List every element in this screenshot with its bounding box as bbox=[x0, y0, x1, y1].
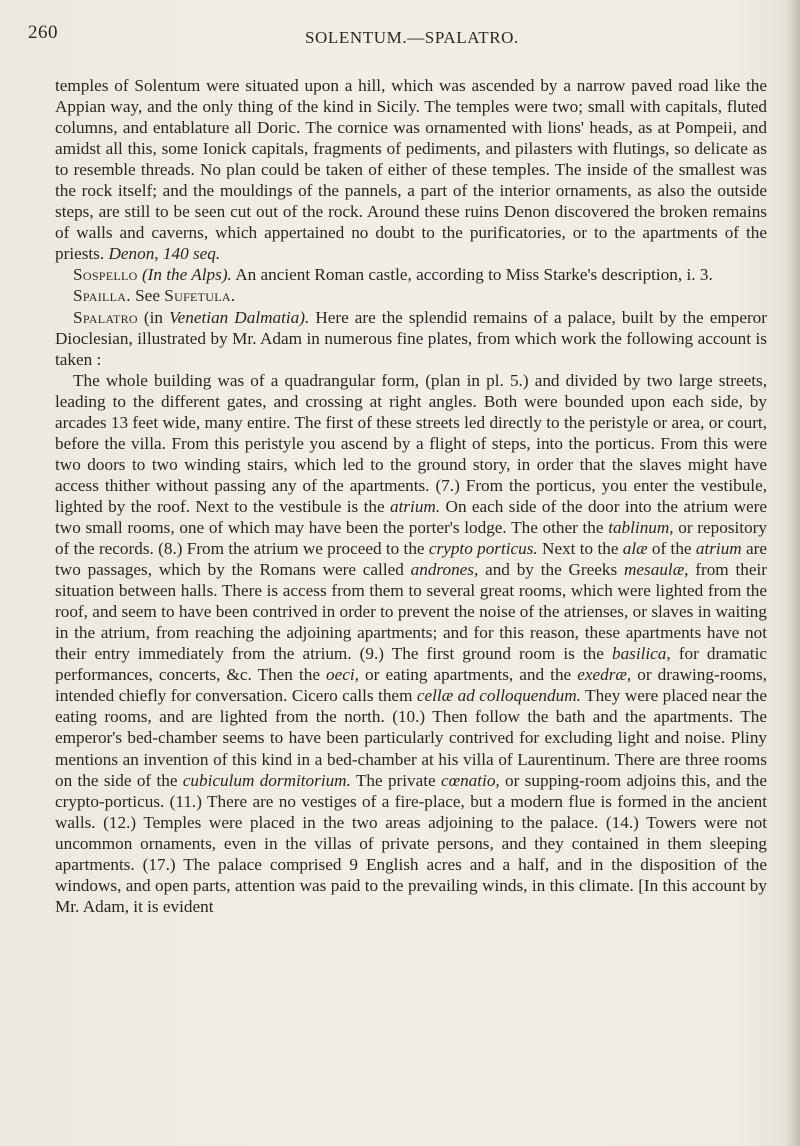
paragraph-text: or eating apartments, and the bbox=[358, 665, 578, 685]
term: oeci, bbox=[326, 665, 359, 685]
term: cœnatio, bbox=[441, 770, 500, 790]
term: cellæ ad colloquendum. bbox=[416, 686, 581, 706]
citation-page: 140 seq. bbox=[162, 244, 221, 264]
term: alæ bbox=[622, 539, 648, 559]
page-edge-shadow bbox=[786, 0, 800, 1146]
entry-headword: Sospello bbox=[73, 265, 138, 285]
entry-text: (in bbox=[137, 307, 170, 327]
entry-text: See bbox=[130, 286, 165, 306]
entry-sospello bbox=[55, 264, 767, 285]
entry-cross-reference: Sufetula. bbox=[164, 286, 236, 306]
entry-place: Venetian Dalmatia). bbox=[169, 307, 310, 327]
paragraph-palace-description bbox=[55, 370, 767, 917]
term: andrones, bbox=[410, 560, 479, 580]
paragraph-text: They were placed near the eating rooms, and are lighted from the north. (10.) Then follow the bath and the apartments. The emperor's bed-chamber seems to have been particularly contrived for excluding light and noise. Pliny mentions an invention of this kind in a bed-chamber at his villa of Laurentinum. There are three rooms on the side of the bbox=[55, 686, 768, 790]
paragraph-text: Next to the bbox=[537, 539, 623, 559]
entry-spalatro bbox=[55, 307, 767, 370]
paragraph-text: temples of Solentum were situated upon a hill, which was ascended by a narrow paved road like the Appian way, and the only thing of the kind in Sicily. The temples were two; small with capitals, fluted columns, and entablature all Doric. The cornice was ornamented with lions' heads, as at Pompeii, and amidst all this, some Ionick capitals, fragments of pediments, and pilasters with flutings, so delicate as to resemble threads. No plan could be taken of either of these temples. The inside of the smallest was the rock itself; and the mouldings of the pannels, a part of the interior ornaments, as also the outside steps, are still to be seen cut out of the rock. Around these ruins Denon discovered the broken remains of walls and caverns, which appertained no doubt to the purificatories, or to the apartments of the priests. bbox=[55, 76, 767, 264]
paragraph-text: or drawing-rooms, intended chiefly for conversation. Cicero calls them bbox=[55, 665, 767, 706]
entry-text: An ancient Roman castle, according to Miss Starke's description, i. 3. bbox=[231, 265, 713, 285]
page-number: 260 bbox=[28, 22, 58, 43]
term: tablinum, bbox=[608, 517, 674, 537]
term: exedræ, bbox=[577, 665, 632, 685]
paragraph-text: On each side of the door into the atrium were two small rooms, one of which may have been the porter's lodge. The other the bbox=[55, 496, 767, 537]
paragraph-text: and by the Greeks bbox=[478, 560, 624, 580]
term: mesaulæ, bbox=[624, 560, 689, 580]
term: crypto porticus. bbox=[428, 539, 538, 559]
entry-headword: Spailla. bbox=[73, 286, 131, 306]
body-text bbox=[55, 75, 767, 917]
paragraph-text: or repository of the records. (8.) From the atrium we proceed to the bbox=[55, 517, 767, 559]
term: atrium bbox=[695, 539, 742, 559]
paragraph-text: of the bbox=[647, 539, 696, 559]
citation: Denon, bbox=[108, 244, 159, 264]
paragraph-text: The whole building was of a quadrangular form, (plan in pl. 5.) and divided by two large streets, leading to the different gates, and crossing at right angles. Both were bounded upon each side, by arcades 13 feet wide, many entire. The first of these streets led directly to the peristyle or area, or court, before the villa. From this peristyle you ascend by a flight of steps, into the porticus. From this were two doors to two winding stairs, which led to the ground story, in order that the slaves might have access thither without passing any of the apartments. (7.) From the porticus, you enter the vestibule, lighted by the roof. Next to the vestibule is the bbox=[55, 370, 767, 516]
entry-text: Here are the splendid remains of a palace, built by the emperor Dioclesian, illustrated by Mr. Adam in numerous fine plates, from which work the following account is taken : bbox=[55, 307, 767, 369]
term: cubiculum dormitorium. bbox=[182, 770, 351, 790]
entry-headword: Spalatro bbox=[73, 307, 138, 327]
term: basilica, bbox=[611, 644, 671, 664]
paragraph-text: are two passages, which by the Romans were called bbox=[55, 539, 768, 580]
running-head: SOLENTUM.—SPALATRO. bbox=[305, 28, 519, 47]
paragraph-text: from their situation between halls. There is access from them to several great rooms, which were lighted from the roof, and seem to have been contrived in order to prevent the noise of the atrienses, or slaves in waiting in the atrium, from reaching the adjoining apartments; and for this reason, these apartments have not their entry immediately from the atrium. (9.) The first ground room is the bbox=[55, 560, 767, 664]
paragraph-text: or supping-room adjoins this, and the crypto-porticus. (11.) There are no vestiges of a fire-place, but a modern flue is formed in the ancient walls. (12.) Temples were placed in the two areas adjoining to the palace. (14.) Towers were not uncommon ornaments, even in the villas of private persons, and they contained in them sleeping apartments. (17.) The palace comprised 9 English acres and a half, and in the disposition of the windows, and open parts, attention was paid to the prevailing winds, in this climate. [In this account by Mr. Adam, it is evident bbox=[55, 770, 767, 916]
entry-place: (In the Alps). bbox=[141, 265, 232, 285]
paragraph-solentum bbox=[55, 75, 767, 264]
term: atrium. bbox=[390, 496, 441, 516]
paragraph-text: The private bbox=[350, 770, 441, 790]
paragraph-text: for dramatic performances, concerts, &c. Then the bbox=[55, 644, 767, 685]
entry-spailla bbox=[55, 285, 767, 306]
